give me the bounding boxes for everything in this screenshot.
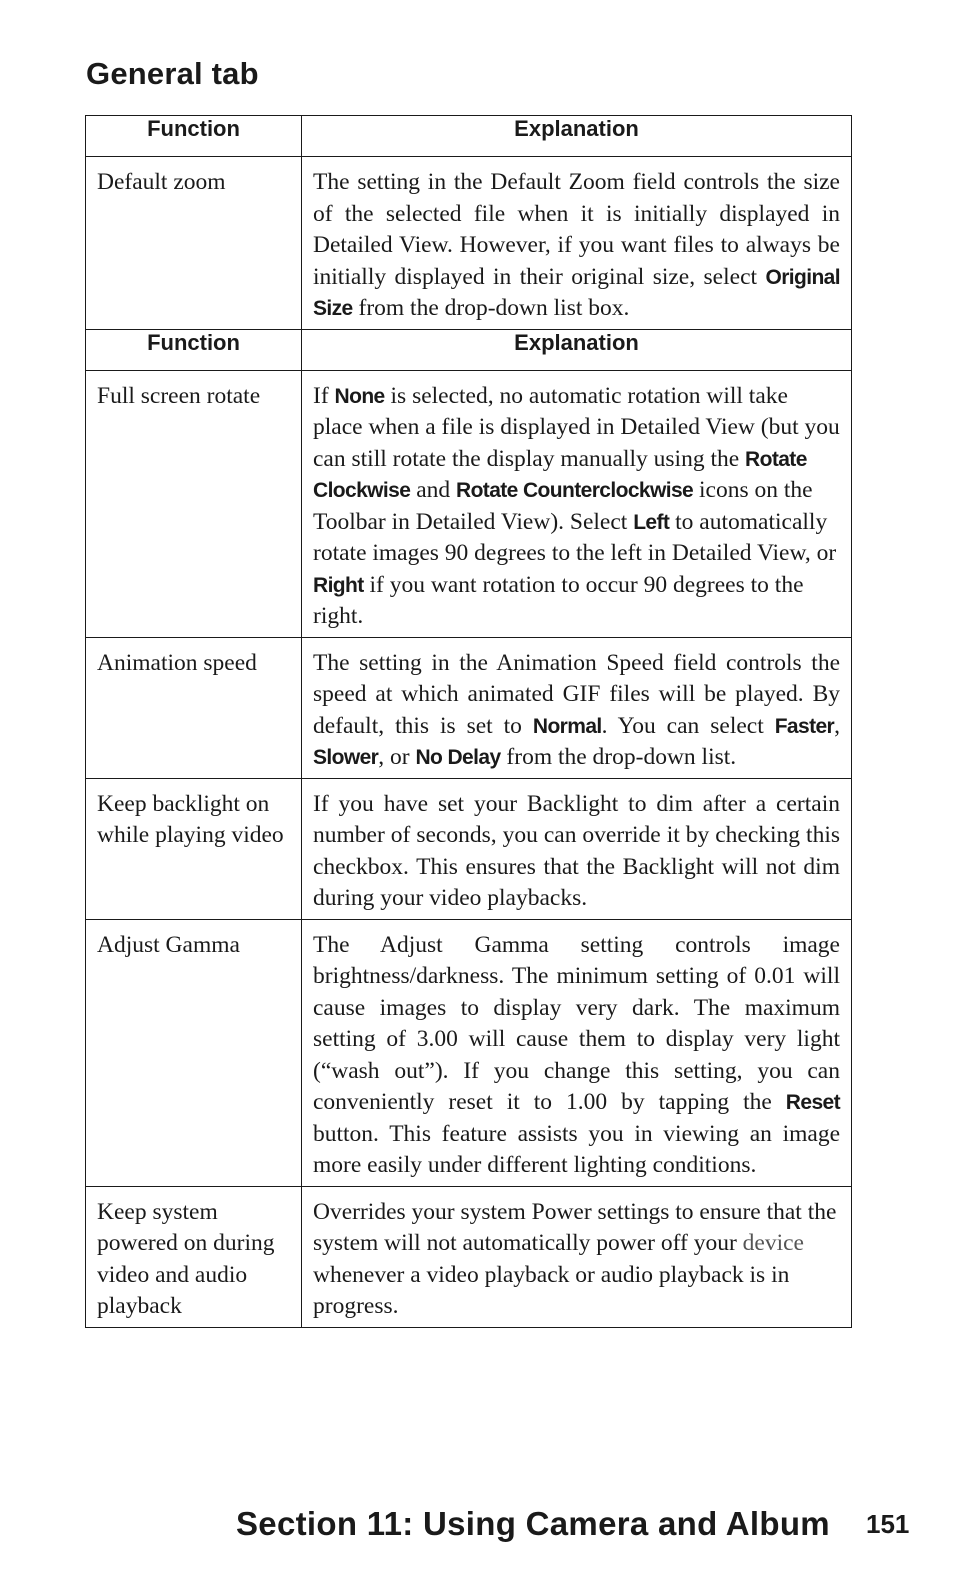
explanation-text: If: [313, 382, 335, 409]
function-full-screen-rotate: Full screen rotate: [86, 370, 302, 637]
function-default-zoom: Default zoom: [86, 157, 302, 330]
table-row: [86, 919, 852, 1186]
explanation-text: and: [410, 477, 457, 503]
explanation-text: The setting in the Animation Speed field controls the speed at which animated GIF files will be played. By default, this is set to: [313, 649, 840, 739]
table-header-row: [86, 116, 852, 157]
table-row: [86, 1186, 852, 1327]
keyword-rotate-counterclockwise: Rotate Counterclockwise: [456, 479, 694, 502]
explanation-text: The setting in the Default Zoom field controls the size of the selected file when it is initially displayed in Detailed View. However, if you want files to always be initially displayed in their original size, select: [313, 169, 840, 290]
keyword-reset: Reset: [785, 1091, 840, 1114]
explanation-adjust-gamma: [302, 919, 852, 1186]
explanation-text: ,: [834, 712, 840, 739]
explanation-text: from the drop-down list box.: [352, 295, 630, 321]
explanation-default-zoom: [302, 157, 852, 330]
keyword-rotate-clockwise: Rotate Clockwise: [313, 447, 807, 502]
header-function: Function: [86, 116, 302, 157]
table-header-row: [86, 329, 852, 370]
explanation-text: button. This feature assists you in viewing an image more easily under different lighting conditions.: [313, 1120, 840, 1178]
explanation-text: from the drop-down list.: [500, 744, 737, 770]
keyword-normal: Normal: [532, 714, 602, 738]
explanation-keep-system-powered: [302, 1186, 852, 1327]
header-explanation: Explanation: [302, 329, 852, 370]
footer-section-title: Section 11: Using Camera and Album: [236, 1505, 830, 1542]
device-link[interactable]: device: [742, 1230, 804, 1256]
explanation-text: , or: [378, 744, 416, 770]
explanation-text: if you want rotation to occur 90 degrees to the right.: [313, 571, 804, 629]
keyword-left: Left: [633, 510, 670, 534]
explanation-text: . You can select: [601, 712, 775, 739]
explanation-text: icons on the Toolbar in Detailed View). Select: [313, 477, 813, 535]
keyword-slower: Slower: [313, 746, 379, 769]
general-tab-table: [85, 115, 852, 1328]
explanation-text: Overrides your system Power settings to ensure that the system will not automatically power off your: [313, 1198, 837, 1256]
page-title: General tab: [86, 56, 259, 91]
table-row: [86, 637, 852, 778]
table-row: [86, 157, 852, 330]
table-row: [86, 778, 852, 919]
header-explanation: Explanation: [302, 116, 852, 157]
keyword-no-delay: No Delay: [415, 746, 501, 769]
function-animation-speed: Animation speed: [86, 637, 302, 778]
header-function: Function: [86, 329, 302, 370]
function-keep-backlight: Keep backlight on while playing video: [86, 778, 302, 919]
table-row: [86, 370, 852, 637]
function-keep-system-powered: Keep system powered on during video and audio playback: [86, 1186, 302, 1327]
function-adjust-gamma: Adjust Gamma: [86, 919, 302, 1186]
keyword-none: None: [334, 384, 385, 408]
explanation-animation-speed: [302, 637, 852, 778]
keyword-faster: Faster: [774, 714, 835, 738]
explanation-text: The Adjust Gamma setting controls image brightness/darkness. The minimum setting of 0.01 will cause images to display very dark. The maximum setting of 3.00 will cause them to display very light (“wash out”). If you change this setting, you can conveniently reset it to 1.00 by tapping the: [313, 931, 840, 1115]
explanation-text: to automatically rotate images 90 degrees to the left in Detailed View, or: [313, 508, 837, 566]
keyword-right: Right: [313, 573, 364, 597]
explanation-text: is selected, no automatic rotation will take place when a file is displayed in Detailed View (but you can still rotate the display manually using the: [313, 382, 840, 472]
page-number: 151: [866, 1509, 910, 1539]
explanation-keep-backlight: If you have set your Backlight to dim after a certain number of seconds, you can override it by checking this checkbox. This ensures that the Backlight will not dim during your video playbacks.: [302, 778, 852, 919]
keyword-original-size: Original Size: [313, 265, 840, 320]
explanation-text: whenever a video playback or audio playback is in progress.: [313, 1261, 790, 1319]
explanation-full-screen-rotate: [302, 370, 852, 637]
